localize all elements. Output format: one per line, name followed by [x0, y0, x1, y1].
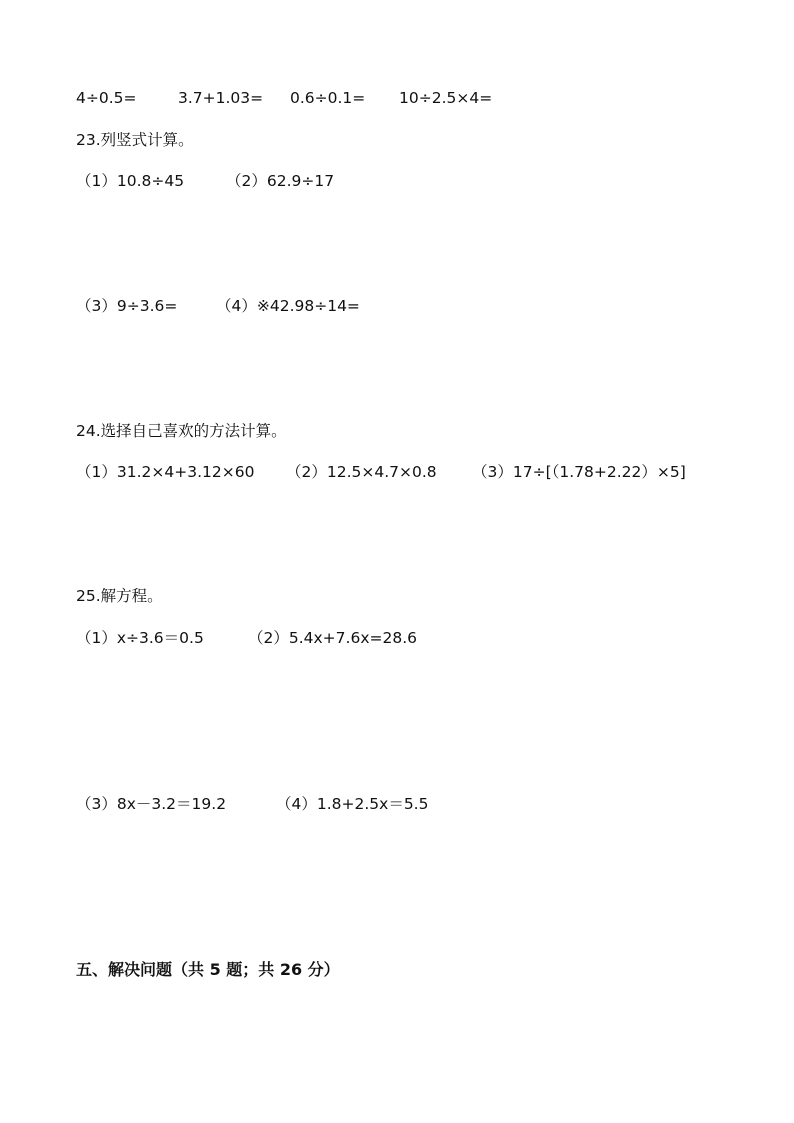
q25-item-2: （2）5.4x+7.6x=28.6: [248, 629, 417, 647]
q24-item-3: （3）17÷[（1.78+2.22）×5]: [472, 463, 686, 481]
q25-item-4: （4）1.8+2.5x＝5.5: [276, 795, 429, 813]
q24-item-2: （2）12.5×4.7×0.8: [286, 463, 437, 481]
q23-item-3: （3）9÷3.6=: [76, 297, 178, 315]
q23-item-4: （4）※42.98÷14=: [216, 297, 360, 315]
q25-item-3: （3）8x－3.2＝19.2: [76, 795, 227, 813]
q25-title: 25.解方程。: [76, 587, 163, 605]
oral-item-4: 10÷2.5×4=: [399, 89, 493, 107]
q23-title: 23.列竖式计算。: [76, 131, 194, 149]
oral-item-3: 0.6÷0.1=: [290, 89, 366, 107]
q25-item-1: （1）x÷3.6＝0.5: [76, 629, 204, 647]
oral-item-1: 4÷0.5=: [76, 89, 137, 107]
q24-item-1: （1）31.2×4+3.12×60: [76, 463, 255, 481]
oral-item-2: 3.7+1.03=: [178, 89, 264, 107]
q24-title: 24.选择自己喜欢的方法计算。: [76, 422, 287, 440]
q23-item-1: （1）10.8÷45: [76, 172, 185, 190]
q23-item-2: （2）62.9÷17: [226, 172, 335, 190]
section-5-heading: 五、解决问题（共 5 题；共 26 分）: [76, 960, 340, 979]
